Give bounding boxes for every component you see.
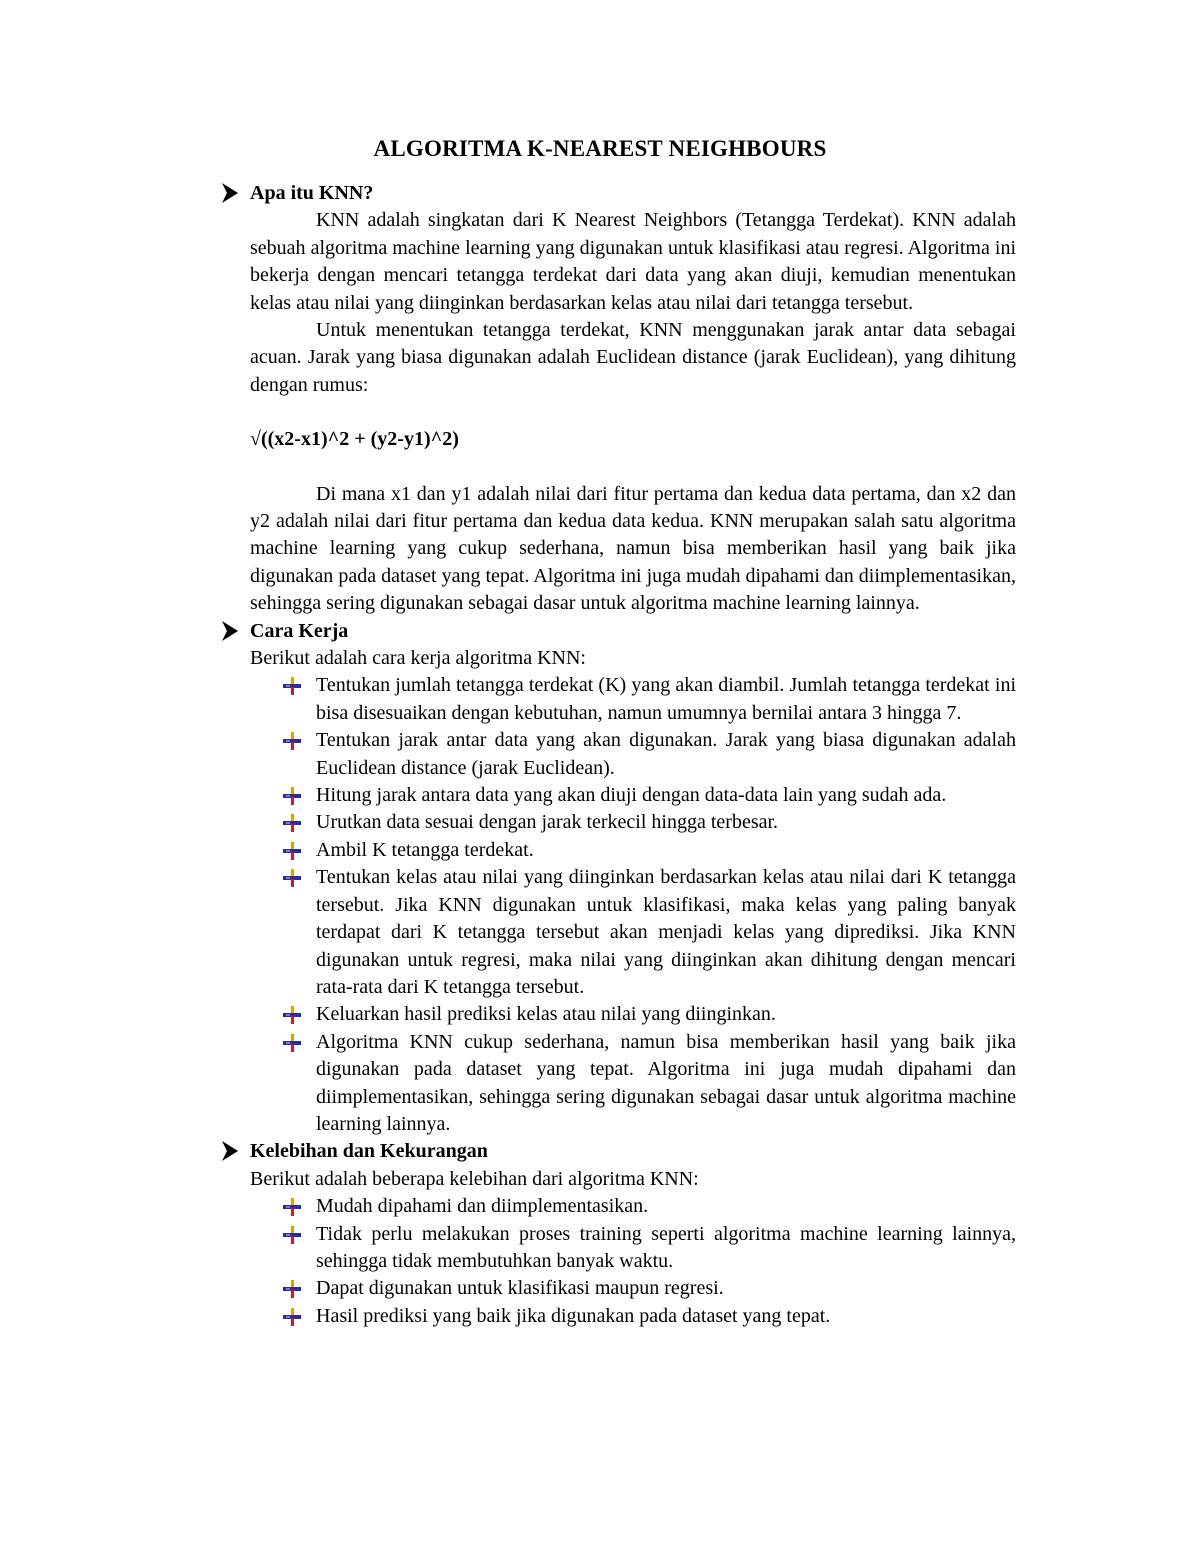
- section-heading-apa-itu-knn: [216, 180, 1016, 207]
- list-item-text: Hasil prediksi yang baik jika digunakan pada dataset yang tepat.: [316, 1304, 831, 1327]
- section-intro: Berikut adalah beberapa kelebihan dari algoritma KNN:: [250, 1167, 699, 1190]
- list-item: [316, 1303, 1016, 1330]
- arrowhead-icon: [220, 181, 240, 205]
- list-item-text: Tentukan kelas atau nilai yang diinginkan berdasarkan kelas atau nilai dari K tetangga tersebut. Jika KNN digunakan untuk klasifikasi, maka kelas yang paling banyak terdapat dari K tetangga tersebut akan menjadi kelas yang diprediksi. Jika KNN digunakan untuk regresi, maka nilai yang diinginkan akan dihitung dengan mencari rata-rata dari K tetangga tersebut.: [316, 866, 1016, 998]
- advantages-list: [250, 1193, 1016, 1330]
- list-item: [316, 1221, 1016, 1276]
- document-body: [216, 180, 1016, 1330]
- list-item-text: Dapat digunakan untuk klasifikasi maupun regresi.: [316, 1277, 724, 1300]
- pushpin-icon: [282, 1033, 302, 1051]
- euclidean-formula: √((x2-x1)^2 + (y2-y1)^2): [250, 428, 459, 451]
- list-item-text: Mudah dipahami dan diimplementasikan.: [316, 1195, 649, 1218]
- section-heading-kelebihan-kekurangan: [216, 1138, 1016, 1165]
- list-item-text: Algoritma KNN cukup sederhana, namun bisa memberikan hasil yang baik jika digunakan pada dataset yang tepat. Algoritma ini juga mudah dipahami dan diimplementasikan, sehingga sering digunakan sebagai dasar untuk algoritma machine learning lainnya.: [316, 1030, 1016, 1135]
- list-item: [316, 782, 1016, 809]
- list-item-text: Tidak perlu melakukan proses training seperti algoritma machine learning lainnya, sehingga tidak membutuhkan banyak waktu.: [316, 1222, 1016, 1272]
- pushpin-icon: [282, 786, 302, 804]
- section-heading-label: Apa itu KNN?: [250, 182, 374, 204]
- document-title: ALGORITMA K-NEAREST NEIGHBOURS: [373, 136, 827, 161]
- pushpin-icon: [282, 1005, 302, 1023]
- list-item: [316, 672, 1016, 727]
- list-item: [316, 1193, 1016, 1220]
- pushpin-icon: [282, 1307, 302, 1325]
- section-body-cara-kerja: [250, 645, 1016, 1138]
- pushpin-icon: [282, 1279, 302, 1297]
- pushpin-icon: [282, 813, 302, 831]
- list-item-text: Hitung jarak antara data yang akan diuji dengan data-data lain yang sudah ada.: [316, 784, 947, 807]
- paragraph: Di mana x1 dan y1 adalah nilai dari fitur pertama dan kedua data pertama, dan x2 dan y2 adalah nilai dari fitur pertama dan kedua data kedua. KNN merupakan salah satu algoritma machine learning yang cukup sederhana, namun bisa memberikan hasil yang baik jika digunakan pada dataset yang tepat. Algoritma ini juga mudah dipahami dan diimplementasikan, sehingga sering digunakan sebagai dasar untuk algoritma machine learning lainnya.: [250, 482, 1016, 615]
- list-item: [316, 837, 1016, 864]
- steps-list: [250, 672, 1016, 1138]
- list-item-text: Keluarkan hasil prediksi kelas atau nilai yang diinginkan.: [316, 1003, 776, 1026]
- section-body-kelebihan-kekurangan: [250, 1166, 1016, 1330]
- paragraph: KNN adalah singkatan dari K Nearest Neighbors (Tetangga Terdekat). KNN adalah sebuah algoritma machine learning yang digunakan untuk klasifikasi atau regresi. Algoritma ini bekerja dengan mencari tetangga terdekat dari data yang akan diuji, kemudian menentukan kelas atau nilai yang diinginkan berdasarkan kelas atau nilai dari tetangga tersebut.: [250, 209, 1016, 314]
- pushpin-icon: [282, 676, 302, 694]
- section-heading-cara-kerja: [216, 618, 1016, 645]
- pushpin-icon: [282, 868, 302, 886]
- pushpin-icon: [282, 731, 302, 749]
- list-item-text: Urutkan data sesuai dengan jarak terkecil hingga terbesar.: [316, 811, 779, 834]
- list-item-text: Ambil K tetangga terdekat.: [316, 838, 534, 861]
- list-item: [316, 727, 1016, 782]
- list-item: [316, 1001, 1016, 1028]
- arrowhead-icon: [220, 1139, 240, 1163]
- paragraph: Untuk menentukan tetangga terdekat, KNN menggunakan jarak antar data sebagai acuan. Jarak yang biasa digunakan adalah Euclidean distance (jarak Euclidean), yang dihitung dengan rumus:: [250, 319, 1016, 396]
- section-intro: Berikut adalah cara kerja algoritma KNN:: [250, 647, 586, 670]
- section-heading-label: Kelebihan dan Kekurangan: [250, 1140, 488, 1163]
- list-item-text: Tentukan jumlah tetangga terdekat (K) yang akan diambil. Jumlah tetangga terdekat ini bisa disesuaikan dengan kebutuhan, namun umumnya bernilai antara 3 hingga 7.: [316, 674, 1016, 724]
- pushpin-icon: [282, 841, 302, 859]
- arrowhead-icon: [220, 619, 240, 643]
- list-item: [316, 1029, 1016, 1139]
- pushpin-icon: [282, 1197, 302, 1215]
- section-body-apa-itu-knn: [250, 207, 1016, 617]
- pushpin-icon: [282, 1225, 302, 1243]
- list-item: [316, 864, 1016, 1001]
- list-item: [316, 809, 1016, 836]
- section-heading-label: Cara Kerja: [250, 619, 349, 642]
- list-item: [316, 1275, 1016, 1302]
- list-item-text: Tentukan jarak antar data yang akan digunakan. Jarak yang biasa digunakan adalah Euclidean distance (jarak Euclidean).: [316, 729, 1016, 779]
